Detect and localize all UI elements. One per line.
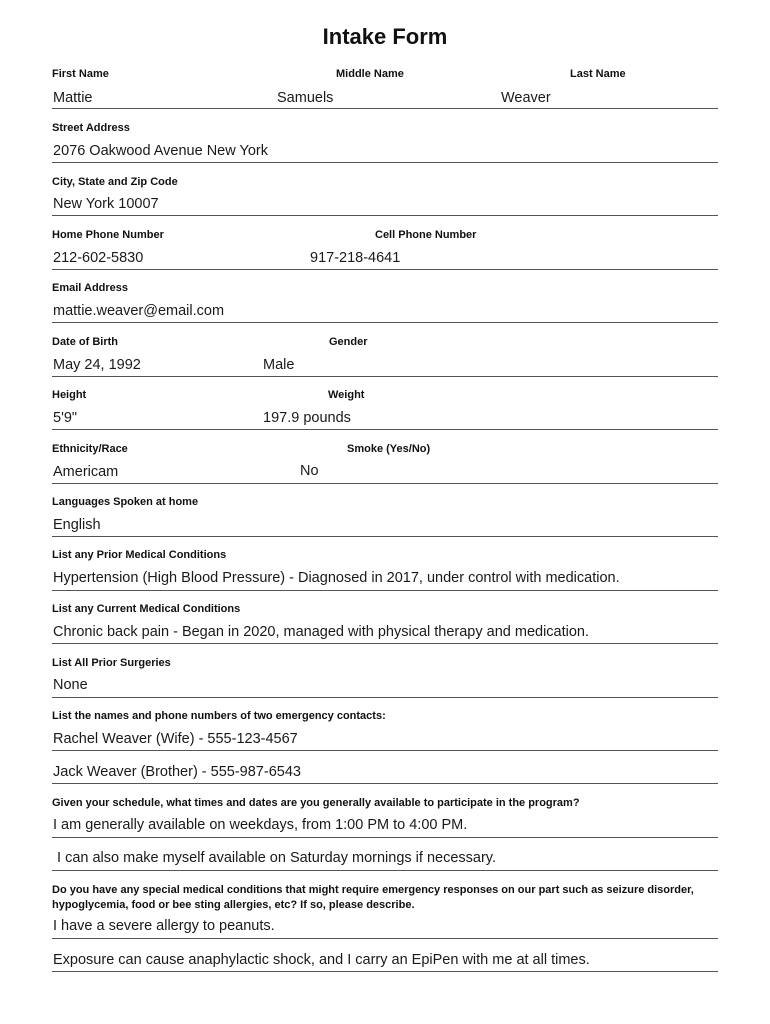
city-state-zip-underline — [52, 215, 718, 216]
special-conditions-2-field[interactable]: Exposure can cause anaphylactic shock, and I carry an EpiPen with me at all times. — [53, 952, 590, 968]
ethnicity-field[interactable]: Americam — [53, 464, 119, 480]
city-state-zip-label: City, State and Zip Code — [52, 176, 178, 188]
emergency-contact-2-field[interactable]: Jack Weaver (Brother) - 555-987-6543 — [53, 764, 301, 780]
ethnicity-smoke-underline — [52, 483, 718, 484]
gender-field[interactable]: Male — [263, 357, 295, 373]
weight-label: Weight — [328, 389, 365, 401]
name-underline — [52, 108, 718, 109]
city-state-zip-field[interactable]: New York 10007 — [53, 196, 159, 212]
email-underline — [52, 322, 718, 323]
ethnicity-label: Ethnicity/Race — [52, 443, 128, 455]
dob-gender-underline — [52, 376, 718, 377]
special-conditions-2-underline — [52, 971, 718, 972]
emergency-contact-1-field[interactable]: Rachel Weaver (Wife) - 555-123-4567 — [53, 731, 298, 747]
first-name-field[interactable]: Mattie — [53, 90, 93, 106]
availability-2-field[interactable]: I can also make myself available on Saturday mornings if necessary. — [53, 850, 496, 866]
languages-field[interactable]: English — [53, 517, 101, 533]
availability-1-underline — [52, 837, 718, 838]
street-address-underline — [52, 162, 718, 163]
weight-field[interactable]: 197.9 pounds — [263, 410, 351, 426]
last-name-field[interactable]: Weaver — [501, 90, 551, 106]
languages-underline — [52, 536, 718, 537]
middle-name-field[interactable]: Samuels — [277, 90, 334, 106]
languages-label: Languages Spoken at home — [52, 496, 199, 508]
prior-conditions-field[interactable]: Hypertension (High Blood Pressure) - Diagnosed in 2017, under control with medication. — [53, 570, 620, 586]
availability-2-underline — [52, 870, 718, 871]
phone-underline — [52, 269, 718, 270]
prior-surgeries-underline — [52, 697, 718, 698]
emergency-contacts-label: List the names and phone numbers of two emergency contacts: — [52, 710, 386, 722]
emergency-contact-2-underline — [52, 783, 718, 784]
home-phone-label: Home Phone Number — [52, 229, 164, 241]
prior-surgeries-field[interactable]: None — [53, 677, 88, 693]
first-name-label: First Name — [52, 68, 109, 80]
smoke-field[interactable]: No — [300, 463, 319, 479]
availability-label: Given your schedule, what times and dates are you generally available to participate in the program? — [52, 797, 580, 809]
current-conditions-label: List any Current Medical Conditions — [52, 603, 241, 615]
gender-label: Gender — [329, 336, 368, 348]
current-conditions-underline — [52, 643, 718, 644]
email-label: Email Address — [52, 282, 129, 294]
prior-conditions-underline — [52, 590, 718, 591]
smoke-label: Smoke (Yes/No) — [347, 443, 431, 455]
middle-name-label: Middle Name — [336, 68, 404, 80]
current-conditions-field[interactable]: Chronic back pain - Began in 2020, managed with physical therapy and medication. — [53, 624, 590, 640]
availability-1-field[interactable]: I am generally available on weekdays, from 1:00 PM to 4:00 PM. — [53, 817, 468, 833]
height-weight-underline — [52, 429, 718, 430]
special-conditions-1-underline — [52, 938, 718, 939]
form-title: Intake Form — [322, 24, 448, 49]
dob-field[interactable]: May 24, 1992 — [53, 357, 141, 373]
home-phone-field[interactable]: 212-602-5830 — [53, 250, 144, 266]
prior-surgeries-label: List All Prior Surgeries — [52, 657, 171, 669]
height-label: Height — [52, 389, 87, 401]
height-field[interactable]: 5'9" — [53, 410, 78, 426]
emergency-contact-1-underline — [52, 750, 718, 751]
special-conditions-1-field[interactable]: I have a severe allergy to peanuts. — [53, 918, 275, 934]
dob-label: Date of Birth — [52, 336, 118, 348]
special-conditions-label: Do you have any special medical conditions that might require emergency responses on our part such as seizure disorder, hypoglycemia, food or bee sting allergies, etc? If so, please describe. — [52, 884, 694, 911]
street-address-field[interactable]: 2076 Oakwood Avenue New York — [53, 143, 268, 159]
prior-conditions-label: List any Prior Medical Conditions — [52, 549, 227, 561]
email-field[interactable]: mattie.weaver@email.com — [53, 303, 225, 319]
cell-phone-label: Cell Phone Number — [375, 229, 477, 241]
cell-phone-field[interactable]: 917-218-4641 — [310, 250, 401, 266]
last-name-label: Last Name — [570, 68, 626, 80]
street-address-label: Street Address — [52, 122, 130, 134]
